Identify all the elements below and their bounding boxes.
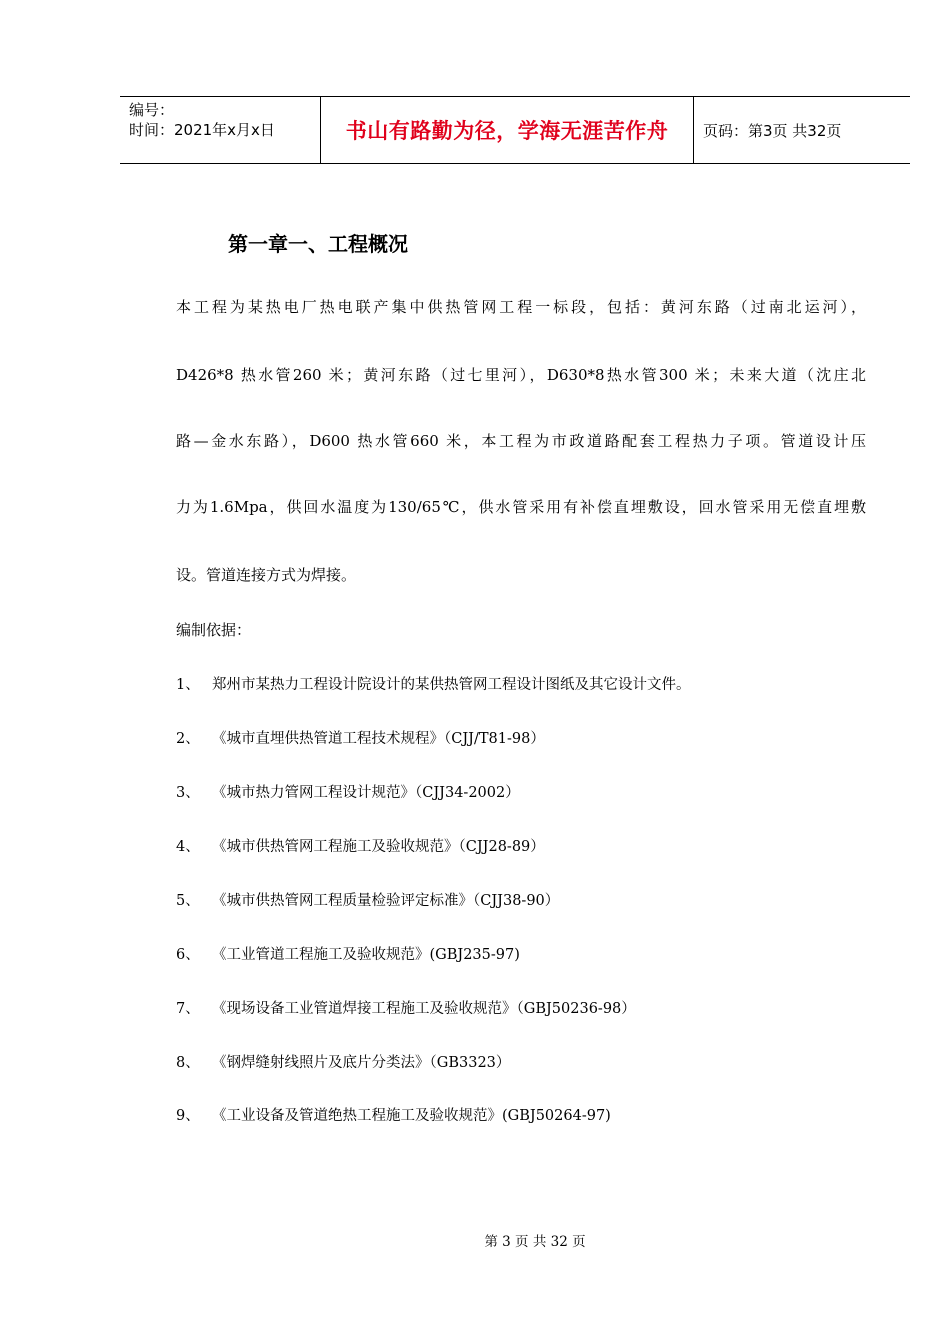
basis-item-number: 3、	[176, 785, 200, 801]
basis-item-number: 6、	[176, 947, 200, 963]
basis-item-text: 《现场设备工业管道焊接工程施工及验收规范》（GBJ50236-98）	[212, 1001, 636, 1017]
basis-item	[176, 1051, 510, 1072]
basis-item-text: 郑州市某热力工程设计院设计的某供热管网工程设计图纸及其它设计文件。	[212, 677, 691, 693]
basis-item-number: 4、	[176, 839, 200, 855]
basis-item	[176, 943, 520, 964]
page-footer: 第 3 页 共 32 页	[484, 1234, 586, 1250]
basis-item-text: 《城市直埋供热管道工程技术规程》（CJJ/T81-98）	[212, 731, 545, 747]
basis-item-number: 8、	[176, 1055, 200, 1071]
basis-item-number: 5、	[176, 893, 200, 909]
document-date: 时间：2021年x月x日	[129, 121, 275, 139]
basis-heading: 编制依据：	[176, 621, 252, 639]
basis-item-text: 《工业设备及管道绝热工程施工及验收规范》(GBJ50264-97)	[212, 1108, 611, 1124]
basis-item-number: 1、	[176, 677, 200, 693]
basis-item	[176, 997, 636, 1018]
basis-item-text: 《城市供热管网工程施工及验收规范》（CJJ28-89）	[212, 839, 545, 855]
basis-item	[176, 889, 559, 910]
basis-item-text: 《城市供热管网工程质量检验评定标准》（CJJ38-90）	[212, 893, 560, 909]
overview-line-2: D426*8 热水管260 米；黄河东路（过七里河），D630*8热水管300 米；未来大道（沈庄北	[176, 366, 866, 384]
header-meta	[120, 97, 321, 163]
basis-item-text: 《工业管道工程施工及验收规范》(GBJ235-97)	[212, 947, 520, 963]
basis-item-text: 《城市热力管网工程设计规范》（CJJ34-2002）	[212, 785, 520, 801]
page-header	[120, 96, 910, 164]
basis-item-number: 7、	[176, 1001, 200, 1017]
basis-item	[176, 781, 520, 802]
basis-item	[176, 1104, 611, 1125]
overview-line-3: 路—金水东路），D600 热水管660 米，本工程为市政道路配套工程热力子项。管道设计压	[176, 432, 866, 450]
basis-item	[176, 835, 545, 856]
basis-item-text: 《钢焊缝射线照片及底片分类法》（GB3323）	[212, 1055, 511, 1071]
chapter-title: 第一章一、工程概况	[228, 232, 408, 256]
basis-item	[176, 673, 691, 694]
basis-item	[176, 727, 545, 748]
overview-line-4: 力为1.6Mpa，供回水温度为130/65℃，供水管采用有补偿直埋敷设，回水管采用无偿直埋敷	[176, 498, 866, 516]
header-motto: 书山有路勤为径，学海无涯苦作舟	[321, 97, 694, 163]
basis-item-number: 9、	[176, 1108, 200, 1124]
basis-item-number: 2、	[176, 731, 200, 747]
overview-line-5: 设。管道连接方式为焊接。	[176, 566, 357, 584]
overview-line-1: 本工程为某热电厂热电联产集中供热管网工程一标段，包括：黄河东路（过南北运河），	[176, 298, 866, 316]
document-number-label: 编号：	[129, 101, 175, 119]
header-page-info: 页码：第3页 共32页	[703, 121, 842, 140]
